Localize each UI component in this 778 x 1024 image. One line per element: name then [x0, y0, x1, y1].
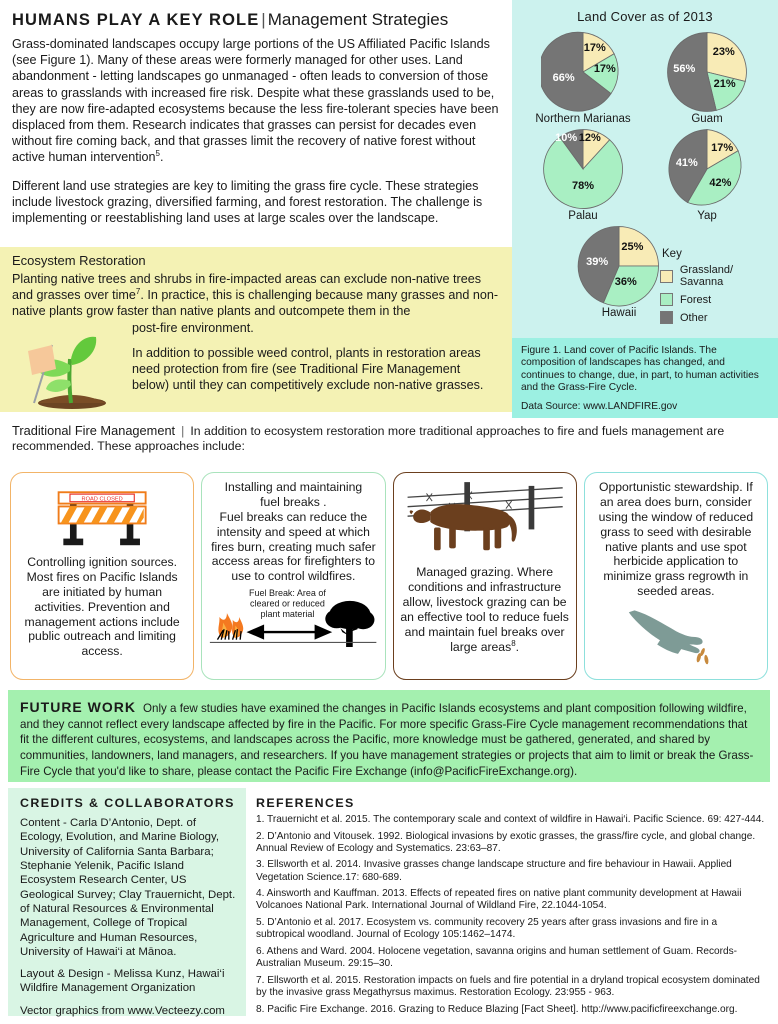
ecosystem-restoration-box	[0, 247, 512, 412]
card-3-text	[400, 565, 570, 655]
pie-value-palau-other: 10%	[555, 131, 578, 144]
reference-item: 6. Athens and Ward. 2004. Holocene vegetation, savanna origins and human settlement of Guam. Records-Australian Museum. 29:15–30.	[256, 945, 738, 970]
pie-value-palau-forest: 78%	[571, 179, 595, 192]
svg-text:ROAD CLOSED: ROAD CLOSED	[81, 496, 123, 503]
intro-paragraph-1-ref: 5	[155, 149, 160, 159]
credits-section	[8, 788, 246, 1016]
eco-p1a: Planting native trees and shrubs in fire-impacted areas can exclude non-native trees and grasses over time	[12, 272, 482, 303]
card-2-line1: Installing and maintaining	[224, 480, 363, 494]
pie-value-guam-other: 56%	[673, 63, 696, 76]
pie-value-guam-grassland: 23%	[712, 45, 735, 58]
ecosystem-restoration-title: Ecosystem Restoration	[12, 253, 146, 268]
title-divider: |	[261, 10, 266, 29]
figure-data-source: Data Source: www.LANDFIRE.gov	[521, 400, 678, 412]
pie-wrap-palau	[541, 127, 625, 211]
card-3-text-main: Managed grazing. Where conditions and infrastructure allow, livestock grazing can be an effective tool to reduce fuels and maintain fuel breaks over large areas	[400, 565, 569, 655]
card-managed-grazing	[393, 472, 577, 680]
pie-wrap-guam	[665, 30, 749, 114]
legend-item-other	[660, 311, 778, 324]
reference-item: 5. D’Antonio et al. 2017. Ecosystem vs. community recovery 25 years after grass invasions and fire in a subtropical woodland. Journal of Ecology 105:1462–1474.	[256, 917, 718, 941]
reference-item: 8. Pacific Fire Exchange. 2016. Grazing to Reduce Blazing [Fact Sheet]. http://www.pacificfireexchange.org.	[256, 1003, 738, 1015]
ecosystem-restoration-paragraph-2: In addition to possible weed control, plants in restoration areas need protection from fire (see Traditional Fire Management below) until they can competitively exclude non-native grasses.	[132, 345, 484, 392]
eco-p1b: . In practice, this is challenging because many grasses and non-native plants grow faster than native plants and outcompete them in the	[12, 288, 499, 319]
pie-label-guam: Guam	[691, 113, 723, 125]
card-4-text: Opportunistic stewardship. If an area does burn, consider using the window of reduced grass to seed with desirable native plants and use spot herbicide application to minimize grass regrowth in seeded areas.	[598, 480, 754, 599]
pie-chart-guam	[648, 30, 766, 125]
legend-swatch-grassland	[660, 270, 673, 283]
reference-item: 7. Ellsworth et al. 2015. Restoration impacts on fuels and fire potential in a dryland tropical ecosystem dominated by the invasive grass Megathyrsus maximus. Restoration Ecology. 23:955 - 963.	[256, 974, 760, 998]
tfm-text: In addition to ecosystem restoration more traditional approaches to fire and fuels management are recommended. These approaches include:	[12, 424, 725, 454]
road-closed-barricade-icon	[17, 478, 187, 550]
intro-paragraph-1	[12, 36, 500, 166]
credits-graphics: Vector graphics from www.Vecteezy.com	[20, 1004, 225, 1017]
references-heading: REFERENCES	[256, 796, 355, 810]
pie-value-yap-grassland: 17%	[711, 142, 734, 154]
intro-paragraph-1-period: .	[159, 150, 164, 165]
pie-value-hawaii-forest: 36%	[614, 275, 637, 288]
svg-text:Fuel Break: Area of: Fuel Break: Area of	[249, 588, 327, 599]
page-title-sub: Management Strategies	[267, 10, 449, 29]
pie-value-yap-other: 41%	[675, 157, 698, 170]
future-work-heading: FUTURE WORK	[20, 699, 136, 715]
traditional-fire-management-section	[0, 423, 778, 455]
card-1-text: Controlling ignition sources. Most fires on Pacific Islands are initiated by human activities. Prevention and management actions include public outreach and limiting access.	[24, 555, 180, 659]
intro-paragraph-2: Different land use strategies are key to limiting the grass fire cycle. These strategies include livestock grazing, diversified farming, and forest restoration. The challenge is implementing or reestablishing land uses at large scales over the landscape.	[12, 178, 483, 225]
card-2-line2: fuel breaks .	[260, 494, 327, 509]
pie-label-yap: Yap	[697, 210, 717, 222]
card-2-text: Fuel breaks can reduce the intensity and speed at which fires burn, creating much safer access areas for firefighters to use to control wildfires.	[211, 509, 376, 584]
pie-chart-northern-marianas	[524, 30, 642, 125]
hand-sowing-seeds-icon	[591, 603, 761, 667]
pie-chart-yap	[648, 127, 766, 222]
pie-value-nm-other: 66%	[552, 71, 575, 84]
legend-label-other: Other	[680, 311, 708, 324]
future-work-body	[20, 698, 758, 779]
page-title	[12, 10, 500, 30]
pie-value-nm-forest: 17%	[593, 63, 616, 76]
pie-wrap-yap	[665, 127, 749, 211]
pie-wrap-northern-marianas	[541, 30, 625, 114]
land-cover-chart-panel	[512, 0, 778, 338]
references-section	[252, 788, 772, 1020]
pie-value-palau-grassland: 12%	[578, 131, 601, 144]
svg-text:plant material: plant material	[260, 609, 315, 620]
eco-p1-ref: 7	[135, 287, 141, 297]
legend-item-forest	[660, 293, 778, 306]
intro-paragraph-1-text: Grass-dominated landscapes occupy large portions of the US Affiliated Pacific Islands (see Figure 1). Many of these areas were formerly managed for other uses. Land abandonment - letting landscapes go unmanaged - often leads to conversion of those areas to grasslands with increased fire risk. Despite what these grasslands used to be, they are now fire-adapted ecosystems because the less fire-tolerant species have been displaced from them. Research indicates that grasses can persist for decades even without fire coming back, and that grasses limit the recovery of native forest without active human intervention	[12, 37, 499, 165]
legend-item-grassland	[660, 264, 778, 288]
future-work-text: Only a few studies have examined the changes in Pacific Islands ecosystems and plant composition following wildfire, and they cannot reflect every landscape affected by fire in the Pacific. For more specific Grass-Fire Cycle management recommendations that fit the different cultures, ecosystems, and landscapes across the Pacific, more knowledge must be gathered, generated, and shared by communities, landowners, land managers, and researchers. If you have management strategies or projects that aim to limit or break the Grass-Fire Cycle that you'd like to share, please contact the Pacific Fire Exchange (info@PacificFireExchange.org).	[20, 702, 754, 778]
pie-chart-palau	[524, 127, 642, 222]
chart-title: Land Cover as of 2013	[577, 9, 713, 24]
seedling-with-flag-icon	[12, 325, 124, 409]
page-title-main: HUMANS PLAY A KEY ROLE	[12, 11, 260, 29]
tfm-divider: |	[181, 424, 185, 438]
pie-label-hawaii: Hawaii	[601, 307, 637, 319]
fuel-break-diagram-icon	[208, 585, 378, 647]
legend-swatch-other	[660, 311, 673, 324]
legend-label-forest: Forest	[680, 293, 712, 306]
credits-content: Content - Carla D’Antonio, Dept. of Ecology, Evolution, and Marine Biology, University of California Santa Barbara; Stephanie Yelenik, Pacific Island Ecosystem Research Center, US Geological Survey; Clay Trauernicht, Dept. of Natural Resources & Environmental Management, College of Tropical Agriculture and Human Resources, University of Hawai‘i at Mānoa.	[20, 817, 236, 958]
pie-value-hawaii-grassland: 25%	[621, 240, 644, 253]
strategy-cards	[0, 472, 778, 680]
reference-item: 2. D’Antonio and Vitousek. 1992. Biological invasions by exotic grasses, the grass/fire cycle, and global change. Annual Review of Ecology and Systematics. 23:63–87.	[256, 830, 756, 854]
tfm-heading: Traditional Fire Management	[12, 423, 176, 438]
card-fuel-breaks	[201, 472, 385, 680]
card-3-period: .	[515, 640, 520, 655]
card-3-ref: 8	[511, 639, 516, 649]
credits-layout: Layout & Design - Melissa Kunz, Hawai‘i Wildfire Management Organization	[20, 968, 225, 995]
card-opportunistic-stewardship	[584, 472, 768, 680]
pie-label-palau: Palau	[568, 210, 598, 222]
pie-value-guam-forest: 21%	[713, 77, 736, 90]
pie-value-yap-forest: 42%	[709, 177, 732, 190]
figure-caption-text: Figure 1. Land cover of Pacific Islands. The composition of landscapes has changed, and continues to change, due, in part, to human activities and the Grass-Fire Cycle.	[521, 345, 759, 394]
card-controlling-ignition-sources	[10, 472, 194, 680]
chart-legend	[660, 248, 778, 329]
reference-item: 1. Trauernicht et al. 2015. The contemporary scale and context of wildfire in Hawai‘i. Pacific Science. 69: 427-444.	[256, 814, 765, 825]
reference-item: 3. Ellsworth et al. 2014. Invasive grasses change landscape structure and fire behaviour in Hawaii. Applied Vegetation Science.17: 680-689.	[256, 859, 732, 883]
svg-text:cleared or reduced: cleared or reduced	[250, 598, 326, 609]
grazing-cow-fence-icon	[400, 478, 570, 560]
ecosystem-restoration-paragraph-1c: post-fire environment.	[132, 320, 254, 335]
pie-label-northern-marianas: Northern Marianas	[535, 113, 631, 125]
pie-wrap-hawaii	[577, 224, 661, 308]
ecosystem-restoration-paragraph-1	[12, 271, 500, 320]
reference-item: 4. Ainsworth and Kauffman. 2013. Effects of repeated fires on native plant community development at Hawaii Volcanoes National Park. International Journal of Wildland Fire, 22.1044-1054.	[256, 888, 742, 912]
legend-swatch-forest	[660, 293, 673, 306]
legend-label-grassland: Grassland/ Savanna	[679, 264, 734, 288]
figure-caption-block	[512, 338, 778, 418]
pie-value-hawaii-other: 39%	[586, 255, 609, 268]
pie-value-nm-grassland: 17%	[583, 42, 606, 55]
legend-title: Key	[662, 248, 682, 260]
credits-heading: CREDITS & COLLABORATORS	[20, 796, 235, 810]
future-work-section	[8, 690, 770, 782]
